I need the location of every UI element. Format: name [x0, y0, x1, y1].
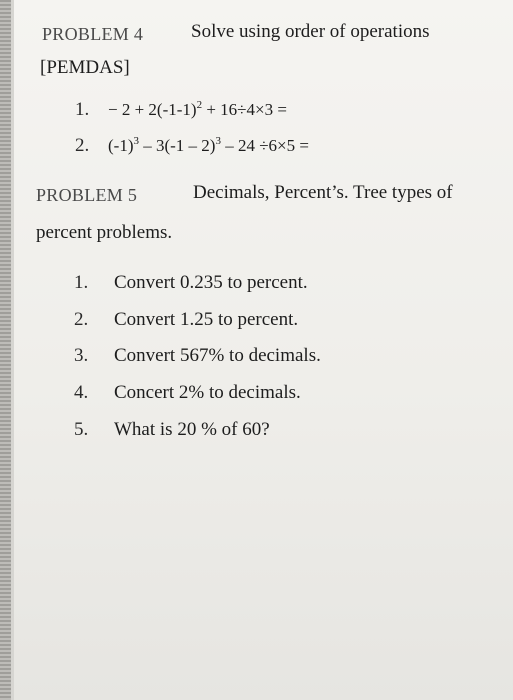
page-edge-shadow [11, 0, 14, 700]
problem4-item-1 [75, 99, 287, 121]
item-number: 4. [74, 382, 89, 403]
problem4-item-2 [75, 135, 309, 157]
problem5-instruction: Decimals, Percent’s. Tree types of [193, 182, 453, 203]
item-number: 5. [74, 419, 89, 440]
item-number: 3. [74, 345, 89, 366]
expression-2: $(-1)^3 - 3(-1 - 2)^3 - 24 \div 6\times 5$ = [108, 135, 309, 155]
problem5-item-2 [74, 309, 298, 331]
problem5-item-5 [74, 419, 270, 441]
item-number: 1. [75, 99, 90, 120]
problem4-bracket: [PEMDAS] [40, 57, 130, 78]
item-number: 2. [74, 309, 89, 330]
problem5-item-4 [74, 382, 301, 404]
item-text: Convert 1.25 to percent. [114, 309, 299, 330]
expression-1: − $2 + 2(-1-1)^2 + 16\div 4\times 3$ = [108, 99, 287, 119]
item-number: 2. [75, 135, 90, 156]
page-edge-strip [0, 0, 11, 700]
problem5-item-1 [74, 272, 308, 294]
item-text: Convert 0.235 to percent. [114, 272, 308, 293]
problem5-item-3 [74, 345, 321, 367]
item-number: 1. [74, 272, 89, 293]
item-text: Concert 2% to decimals. [114, 382, 301, 403]
item-text: Convert 567% to decimals. [114, 345, 321, 366]
problem5-continuation: percent problems. [36, 222, 173, 243]
problem4-instruction: Solve using order of operations [191, 21, 430, 42]
item-text: What is 20 % of 60? [114, 419, 270, 440]
problem5-label: PROBLEM 5 [36, 185, 138, 205]
problem4-label: PROBLEM 4 [42, 24, 144, 44]
